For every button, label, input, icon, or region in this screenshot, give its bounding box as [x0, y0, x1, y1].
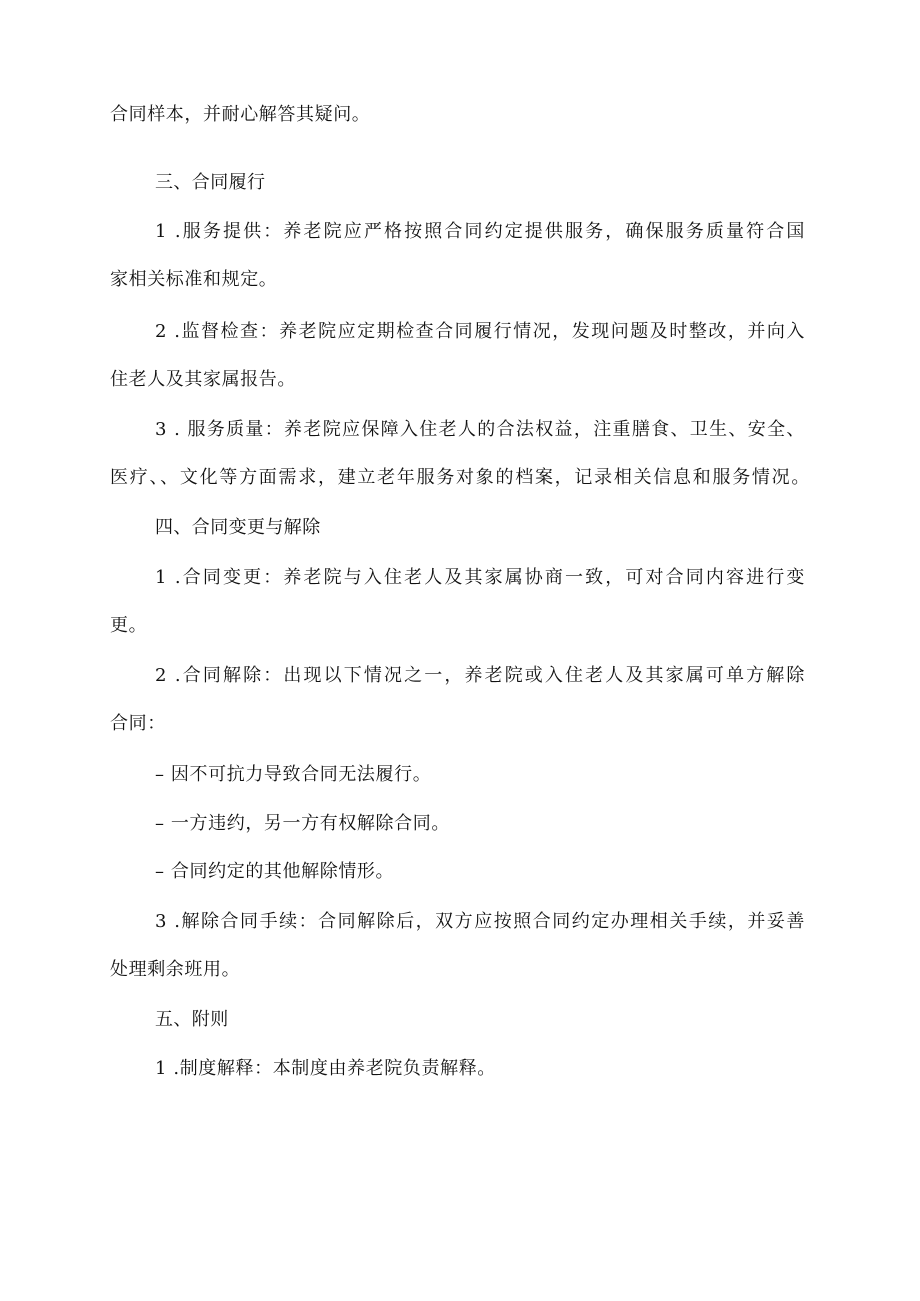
section5-item1: 1 .制度解释：本制度由养老院负责解释。 [155, 1058, 496, 1079]
section4-bullet-3: – 合同约定的其他解除情形。 [155, 861, 395, 882]
section3-item1-line1: 1 .服务提供：养老院应严格按照合同约定提供服务，确保服务质量符合国 [155, 221, 805, 242]
section-heading-3: 三、合同履行 [155, 172, 266, 193]
section3-item2-line2: 住老人及其家属报告。 [110, 369, 296, 390]
section-heading-5: 五、附则 [155, 1009, 229, 1030]
section4-item3-line2: 处理剩余班用。 [110, 959, 241, 980]
section4-item1-line1: 1 .合同变更：养老院与入住老人及其家属协商一致，可对合同内容进行变 [155, 567, 805, 588]
section4-bullet-2: – 一方违约，另一方有权解除合同。 [155, 813, 450, 834]
section3-item3-line1: 3 . 服务质量：养老院应保障入住老人的合法权益，注重膳食、卫生、安全、 [155, 419, 805, 440]
section4-item3-line1: 3 .解除合同手续：合同解除后，双方应按照合同约定办理相关手续，并妥善 [155, 911, 805, 932]
section3-item2-line1: 2 .监督检查：养老院应定期检查合同履行情况，发现问题及时整改，并向入 [155, 321, 805, 342]
section4-bullet-1: – 因不可抗力导致合同无法履行。 [155, 764, 432, 785]
section-heading-4: 四、合同变更与解除 [155, 517, 321, 538]
section4-item2-line2: 合同： [110, 713, 166, 734]
section4-item2-line1: 2 .合同解除：出现以下情况之一，养老院或入住老人及其家属可单方解除 [155, 665, 805, 686]
section3-item3-line2: 医疗、、文化等方面需求，建立老年服务对象的档案，记录相关信息和服务情况。 [110, 467, 810, 488]
section3-item1-line2: 家相关标准和规定。 [110, 269, 278, 290]
section4-item1-line2: 更。 [110, 615, 148, 636]
continuation-text: 合同样本，并耐心解答其疑问。 [110, 104, 371, 125]
